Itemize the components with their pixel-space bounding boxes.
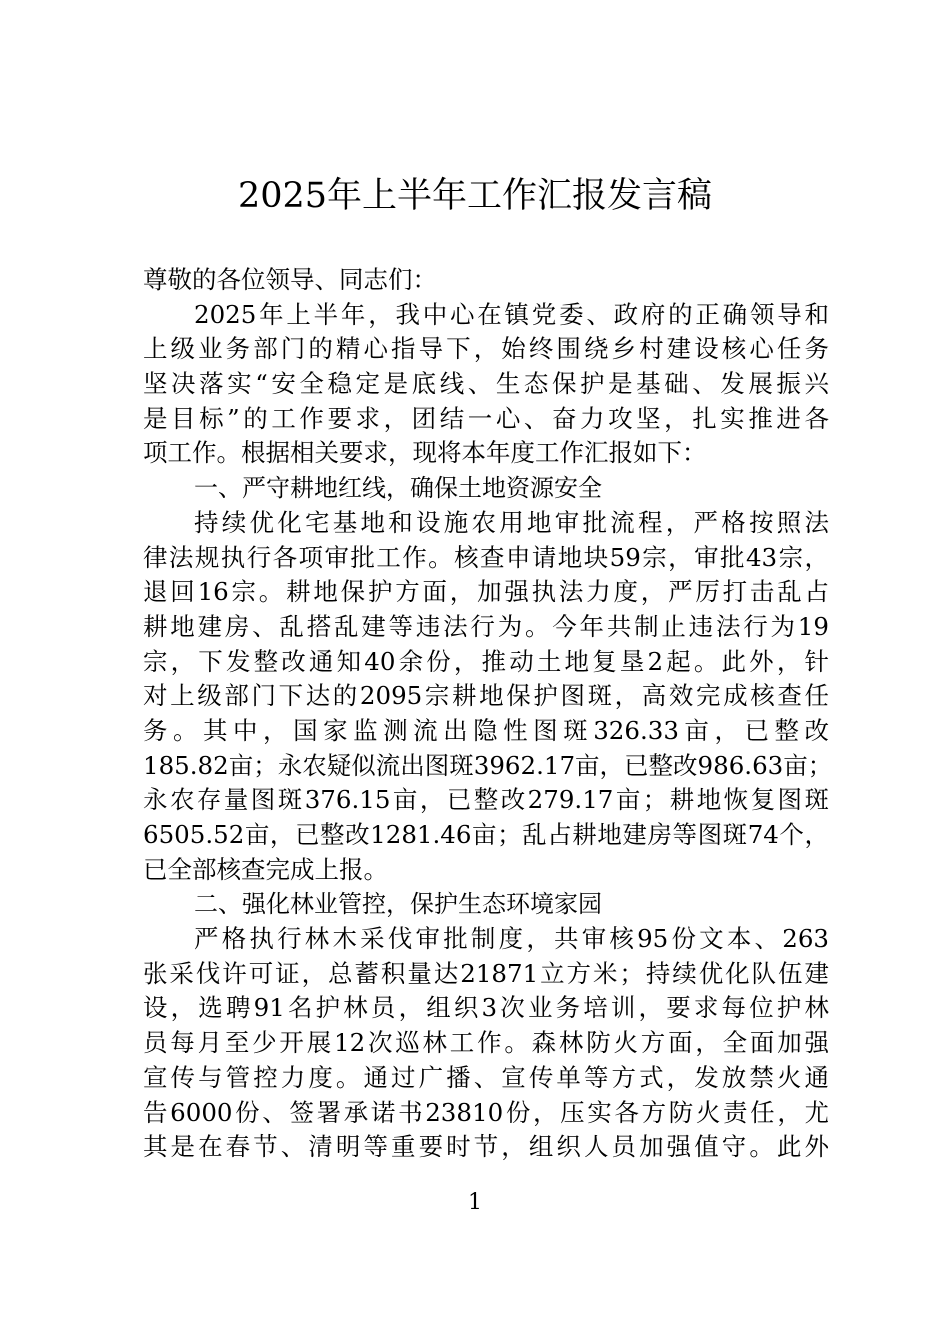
paragraph-line: 宗，下发整改通知40余份，推动土地复垦2起。此外，针 <box>143 646 829 676</box>
paragraph-line: 持续优化宅基地和设施农用地审批流程，严格按照法 <box>194 507 829 537</box>
paragraph-line: 张采伐许可证，总蓄积量达21871立方米；持续优化队伍建 <box>143 958 829 988</box>
paragraph-line: 永农存量图斑376.15亩，已整改279.17亩；耕地恢复图斑 <box>143 785 829 815</box>
paragraph-line: 宣传与管控力度。通过广播、宣传单等方式，发放禁火通 <box>143 1062 829 1092</box>
paragraph-line: 项工作。根据相关要求，现将本年度工作汇报如下： <box>143 438 707 468</box>
paragraph-line: 2025年上半年，我中心在镇党委、政府的正确领导和 <box>194 299 829 329</box>
paragraph-line: 严格执行林木采伐审批制度，共审核95份文本、263 <box>194 924 829 954</box>
paragraph-line: 设，选聘91名护林员，组织3次业务培训，要求每位护林 <box>143 993 829 1023</box>
paragraph-line: 185.82亩；永农疑似流出图斑3962.17亩，已整改986.63亩； <box>143 750 833 780</box>
paragraph-line: 退回16宗。耕地保护方面，加强执法力度，严厉打击乱占 <box>143 577 829 607</box>
paragraph-line: 对上级部门下达的2095宗耕地保护图斑，高效完成核查任 <box>143 681 829 711</box>
document-title: 2025年上半年工作汇报发言稿 <box>237 176 713 216</box>
paragraph-line: 员每月至少开展12次巡林工作。森林防火方面，全面加强 <box>143 1028 829 1058</box>
paragraph-line: 律法规执行各项审批工作。核查申请地块59宗，审批43宗， <box>143 542 829 572</box>
page-number: 1 <box>468 1190 482 1215</box>
paragraph-line: 上级业务部门的精心指导下，始终围绕乡村建设核心任务 <box>143 334 829 364</box>
salutation-line: 尊敬的各位领导、同志们： <box>143 265 437 294</box>
paragraph-line: 其是在春节、清明等重要时节，组织人员加强值守。此外 <box>143 1132 829 1162</box>
paragraph-line: 坚决落实“安全稳定是底线、生态保护是基础、发展振兴 <box>143 369 829 399</box>
paragraph-line: 耕地建房、乱搭乱建等违法行为。今年共制止违法行为19 <box>143 611 829 641</box>
paragraph-line: 务。其中，国家监测流出隐性图斑326.33亩，已整改 <box>143 715 829 745</box>
paragraph-line: 6505.52亩，已整改1281.46亩；乱占耕地建房等图斑74个， <box>143 820 829 849</box>
paragraph-line: 是目标”的工作要求，团结一心、奋力攻坚，扎实推进各 <box>143 403 829 433</box>
document-body <box>143 263 843 1165</box>
paragraph-line: 告6000份、签署承诺书23810份，压实各方防火责任，尤 <box>143 1097 829 1127</box>
section-heading-1: 一、严守耕地红线，确保土地资源安全 <box>194 474 602 503</box>
section-heading-2: 二、强化林业管控，保护生态环境家园 <box>194 890 602 919</box>
paragraph-line: 已全部核查完成上报。 <box>143 854 388 884</box>
